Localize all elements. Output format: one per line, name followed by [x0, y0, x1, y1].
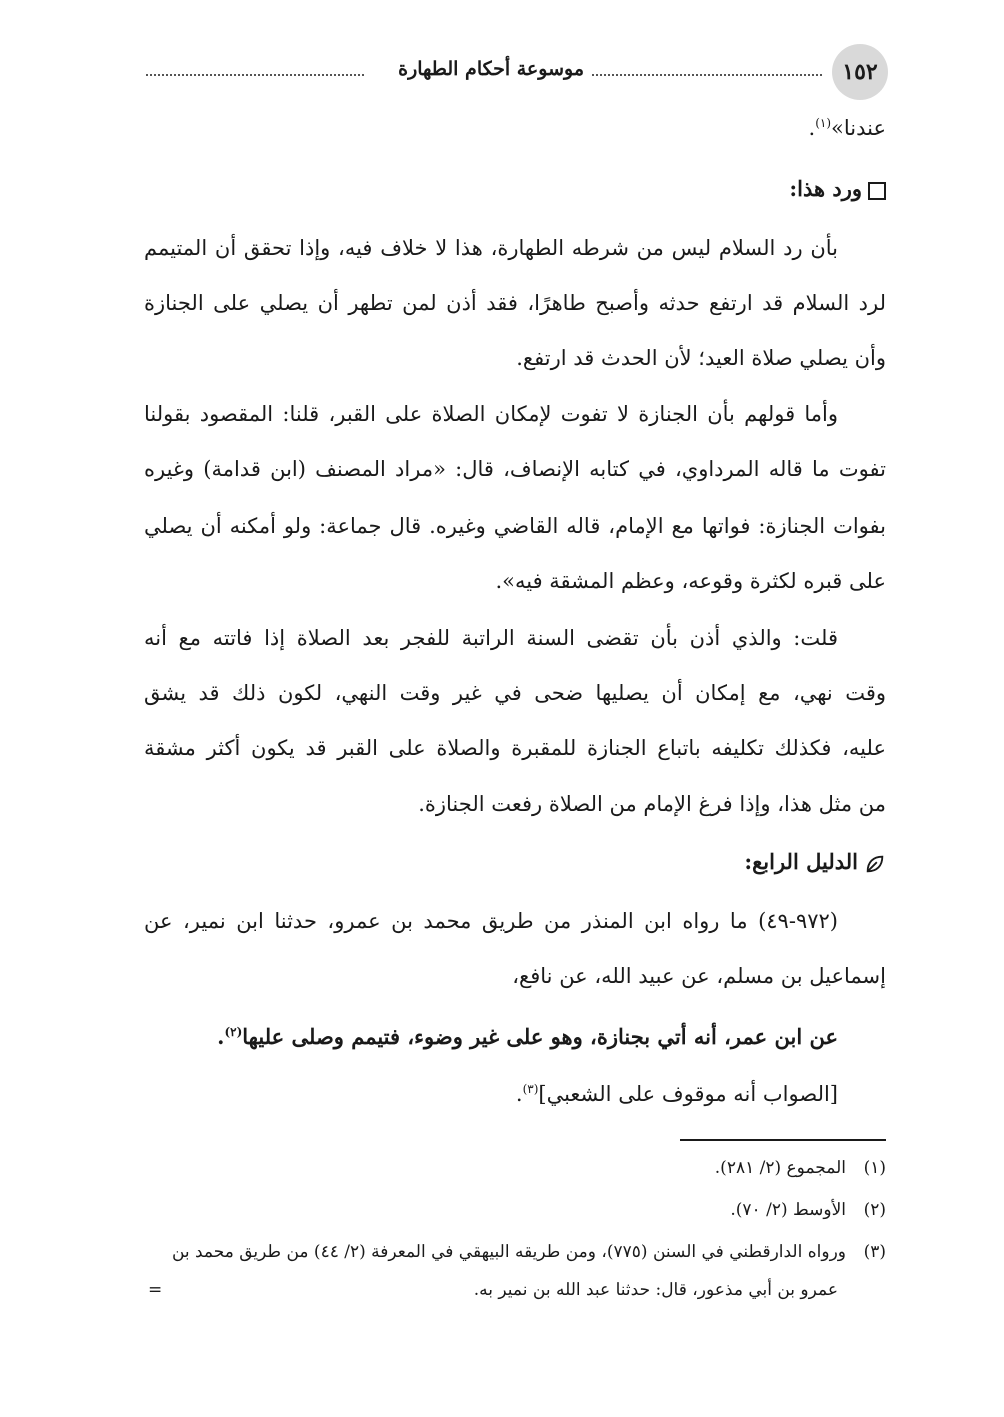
paragraph-line: بفوات الجنازة: فواتها مع الإمام، قاله القاضي وغيره. قال جماعة: ولو أمكنه أن يصلي	[144, 514, 886, 538]
paragraph-line: عليه، فكذلك تكليفه باتباع الجنازة للمقبرة والصلاة على القبر قد يكون أكثر مشقة	[144, 736, 886, 760]
hadith-text: عن ابن عمر، أنه أتي بجنازة، وهو على غير وضوء، فتيمم وصلى عليها$^{(٢)}$.	[217, 1024, 838, 1049]
running-title: موسوعة أحكام الطهارة	[398, 58, 584, 80]
paragraph-line: بأن رد السلام ليس من شرطه الطهارة، هذا لا خلاف فيه، وإذا تحقق أن المتيمم	[144, 236, 838, 260]
continued-mark: =	[148, 1280, 163, 1300]
section-heading: الدليل الرابع:	[144, 845, 886, 878]
paragraph-line: قلت: والذي أذن بأن تقضى السنة الراتبة للفجر بعد الصلاة إذا فاتته مع أنه	[144, 626, 838, 650]
section-heading: ورد هذا:	[144, 172, 886, 205]
leaf-ornament-icon	[864, 853, 886, 875]
footnote: (٢)الأوسط (٢/ ٧٠).	[730, 1200, 886, 1220]
header-dotted-rule-left	[146, 74, 364, 76]
paragraph-line: لرد السلام قد ارتفع حدثه وأصبح طاهرًا، فقد أذن لمن تطهر أن يصلي على الجنازة	[144, 291, 886, 315]
footnote-ref: (١)	[815, 116, 832, 130]
checkbox-square-icon	[868, 182, 886, 200]
footnote-separator	[680, 1139, 886, 1141]
paragraph-line: (٩٧٢-٤٩) ما رواه ابن المنذر من طريق محمد بن عمرو، حدثنا ابن نمير، عن	[144, 909, 838, 933]
paragraph-line: إسماعيل بن مسلم، عن عبيد الله، عن نافع،	[512, 964, 886, 988]
paragraph-line: من مثل هذا، وإذا فرغ الإمام من الصلاة رفعت الجنازة.	[418, 792, 886, 816]
book-page: ١٥٢ موسوعة أحكام الطهارة عندنا»$^{(١)}$. ورد هذا: بأن رد السلام ليس من شرطه الطهارة، هذا لا خلاف فيه، وإذا تحقق أن المتيمم لرد السلام قد ارتفع حدثه وأصبح طاهرًا، فقد أذن لمن تطهر أن يصلي على الجنازة وأن يصلي صلاة العيد؛ لأن الحدث قد ارتفع. وأما قولهم بأن الجنازة لا تفوت لإمكان الصلاة على القبر، قلنا: المقصود بقولنا تفوت ما قاله المرداوي، في كتابه الإنصاف، قال: «مراد المصنف (ابن قدامة) وغيره بفوات الجنازة: فواتها مع الإمام، قاله القاضي وغيره. قال جماعة: ولو أمكنه أن يصلي على قبره لكثرة وقوعه، وعظم المشقة فيه». قلت: والذي أذن بأن تقضى السنة الراتبة للفجر بعد الصلاة إذا فاتته مع أنه وقت نهي، مع إمكان أن يصليها ضحى في غير وقت النهي، لكون ذلك قد يشق عليه، فكذلك تكليفه باتباع الجنازة للمقبرة والصلاة على القبر قد يكون أكثر مشقة من مثل هذا، وإذا فرغ الإمام من الصلاة رفعت الجنازة. الدليل الرابع: (٩٧٢-٤٩) ما رواه ابن المنذر من طريق محمد بن عمرو، حدثنا ابن نمير، عن إسماعيل بن مسلم، عن عبيد الله، عن نافع، عن ابن عمر، أنه أتي بجنازة، وهو على غير وضوء، فتيمم وصلى عليها$^{(٢)}$. [الصواب أنه موقوف على الشعبي]$^{(٣)}$. (١)المجموع (٢/ ٢٨١). (٢)الأوسط (٢/ ٧٠). (٣)وروا‌ه الدارقطني في السنن (٧٧٥)، ومن طريقه البيهقي في المعرفة (٢/ ٤٤) من طريق محمد بن عمرو بن أبي مذعور، قال: حدثنا عبد الله بن نمير به. =	[0, 0, 1004, 1417]
footnote: (٣)وروا‌ه الدارقطني في السنن (٧٧٥)، ومن طريقه البيهقي في المعرفة (٢/ ٤٤) من طريق محمد بن	[171, 1242, 886, 1262]
paragraph-line: وأن يصلي صلاة العيد؛ لأن الحدث قد ارتفع.	[516, 346, 886, 370]
footnote-ref: (٣)	[522, 1082, 539, 1096]
footnote-ref: (٢)	[224, 1025, 243, 1039]
paragraph-line: وأما قولهم بأن الجنازة لا تفوت لإمكان الصلاة على القبر، قلنا: المقصود بقولنا	[144, 402, 838, 426]
paragraph-line: على قبره لكثرة وقوعه، وعظم المشقة فيه».	[495, 569, 886, 593]
footnote: (١)المجموع (٢/ ٢٨١).	[714, 1158, 886, 1178]
page-header	[146, 44, 888, 100]
continued-line: عندنا»$^{(١)}$.	[808, 116, 886, 140]
paragraph-line: تفوت ما قاله المرداوي، في كتابه الإنصاف، قال: «مراد المصنف (ابن قدامة) وغيره	[144, 457, 886, 481]
paragraph-line: وقت نهي، مع إمكان أن يصليها ضحى في غير وقت النهي، لكون ذلك قد يشق	[144, 681, 886, 705]
page-number-badge: ١٥٢	[832, 44, 888, 100]
header-dotted-rule-right	[592, 74, 822, 76]
verdict-text: [الصواب أنه موقوف على الشعبي]$^{(٣)}$.	[515, 1082, 838, 1106]
